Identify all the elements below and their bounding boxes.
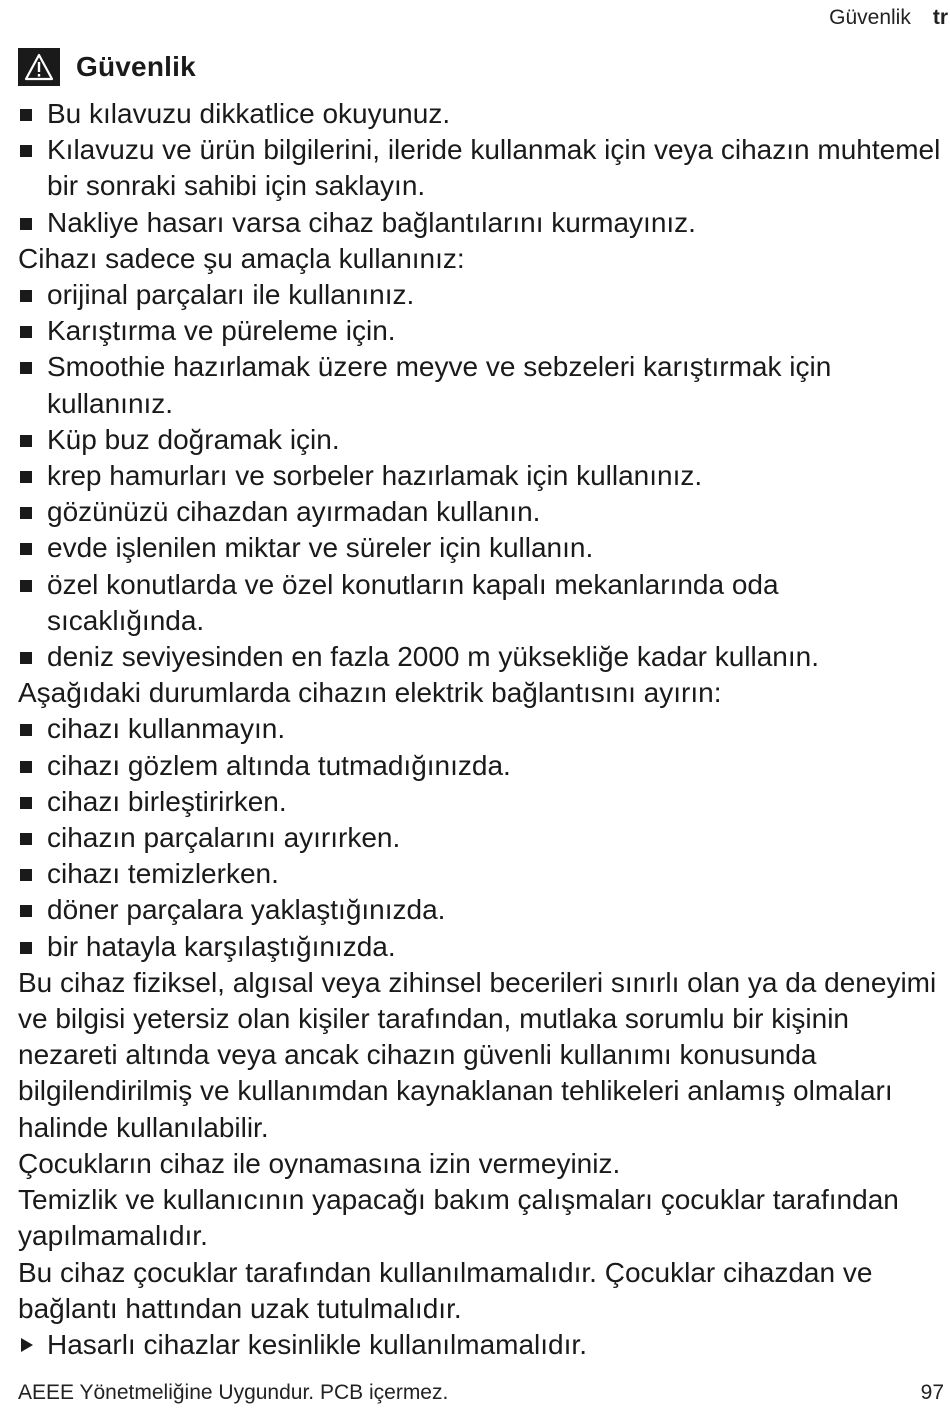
list-item: Nakliye hasarı varsa cihaz bağlantılarını kurmayınız. xyxy=(18,205,943,241)
list-item: cihazı birleştirirken. xyxy=(18,784,943,820)
list-item: bir hatayla karşılaştığınızda. xyxy=(18,929,943,965)
paragraph: Temizlik ve kullanıcının yapacağı bakım çalışmaları çocuklar tarafından yapılmamalıdır. xyxy=(18,1184,899,1252)
list-item: döner parçalara yaklaştığınızda. xyxy=(18,892,943,928)
list-item: gözünüzü cihazdan ayırmadan kullanın. xyxy=(18,494,943,530)
list-item: evde işlenilen miktar ve süreler için kullanın. xyxy=(18,530,943,566)
running-header xyxy=(829,6,948,30)
list-item: cihazı temizlerken. xyxy=(18,856,943,892)
list-item: cihazın parçalarını ayırırken. xyxy=(18,820,943,856)
paragraph: Aşağıdaki durumlarda cihazın elektrik bağlantısını ayırın: xyxy=(18,677,722,709)
page-number: 97 xyxy=(920,1381,944,1404)
list-item: özel konutlarda ve özel konutların kapalı mekanlarında oda sıcaklığında. xyxy=(18,567,943,639)
list-item: Karıştırma ve püreleme için. xyxy=(18,313,943,349)
page-title: Güvenlik xyxy=(76,51,196,82)
list-item: Küp buz doğramak için. xyxy=(18,422,943,458)
instruction-item: Hasarlı cihazlar kesinlikle kullanılmamalıdır. xyxy=(18,1327,943,1363)
list-item: Bu kılavuzu dikkatlice okuyunuz. xyxy=(18,96,943,132)
warning-triangle-icon xyxy=(18,48,60,86)
paragraph: Çocukların cihaz ile oynamasına izin vermeyiniz. xyxy=(18,1147,621,1179)
list-item: krep hamurları ve sorbeler hazırlamak için kullanınız. xyxy=(18,458,943,494)
list-item: Smoothie hazırlamak üzere meyve ve sebzeleri karıştırmak için kullanınız. xyxy=(18,349,943,421)
header-language: tr xyxy=(932,6,948,29)
safety-text xyxy=(18,96,943,1363)
list-item: cihazı kullanmayın. xyxy=(18,711,943,747)
list-item: deniz seviyesinden en fazla 2000 m yüksekliğe kadar kullanın. xyxy=(18,639,943,675)
section-heading xyxy=(18,48,196,86)
header-section: Güvenlik xyxy=(829,6,911,29)
paragraph: Bu cihaz fiziksel, algısal veya zihinsel becerileri sınırlı olan ya da deneyimi ve bilgisi yetersiz olan kişiler tarafından, mutlaka sorumlu bir kişinin nezareti altında veya ancak cihazın güvenli kullanımı konusunda bilgilendirilmiş ve kullanımdan kaynaklanan tehlikeleri anlamış olmaları halinde kullanılabilir. xyxy=(18,966,937,1143)
paragraph: Bu cihaz çocuklar tarafından kullanılmamalıdır. Çocuklar cihazdan ve bağlantı hattından uzak tutulmalıdır. xyxy=(18,1256,873,1324)
list-item: Kılavuzu ve ürün bilgilerini, ileride kullanmak için veya cihazın muhtemel bir sonraki sahibi için saklayın. xyxy=(18,132,943,204)
paragraph: Cihazı sadece şu amaçla kullanınız: xyxy=(18,242,465,274)
footer-note: AEEE Yönetmeliğine Uygundur. PCB içermez. xyxy=(18,1381,449,1404)
list-item: cihazı gözlem altında tutmadığınızda. xyxy=(18,748,943,784)
list-item: orijinal parçaları ile kullanınız. xyxy=(18,277,943,313)
